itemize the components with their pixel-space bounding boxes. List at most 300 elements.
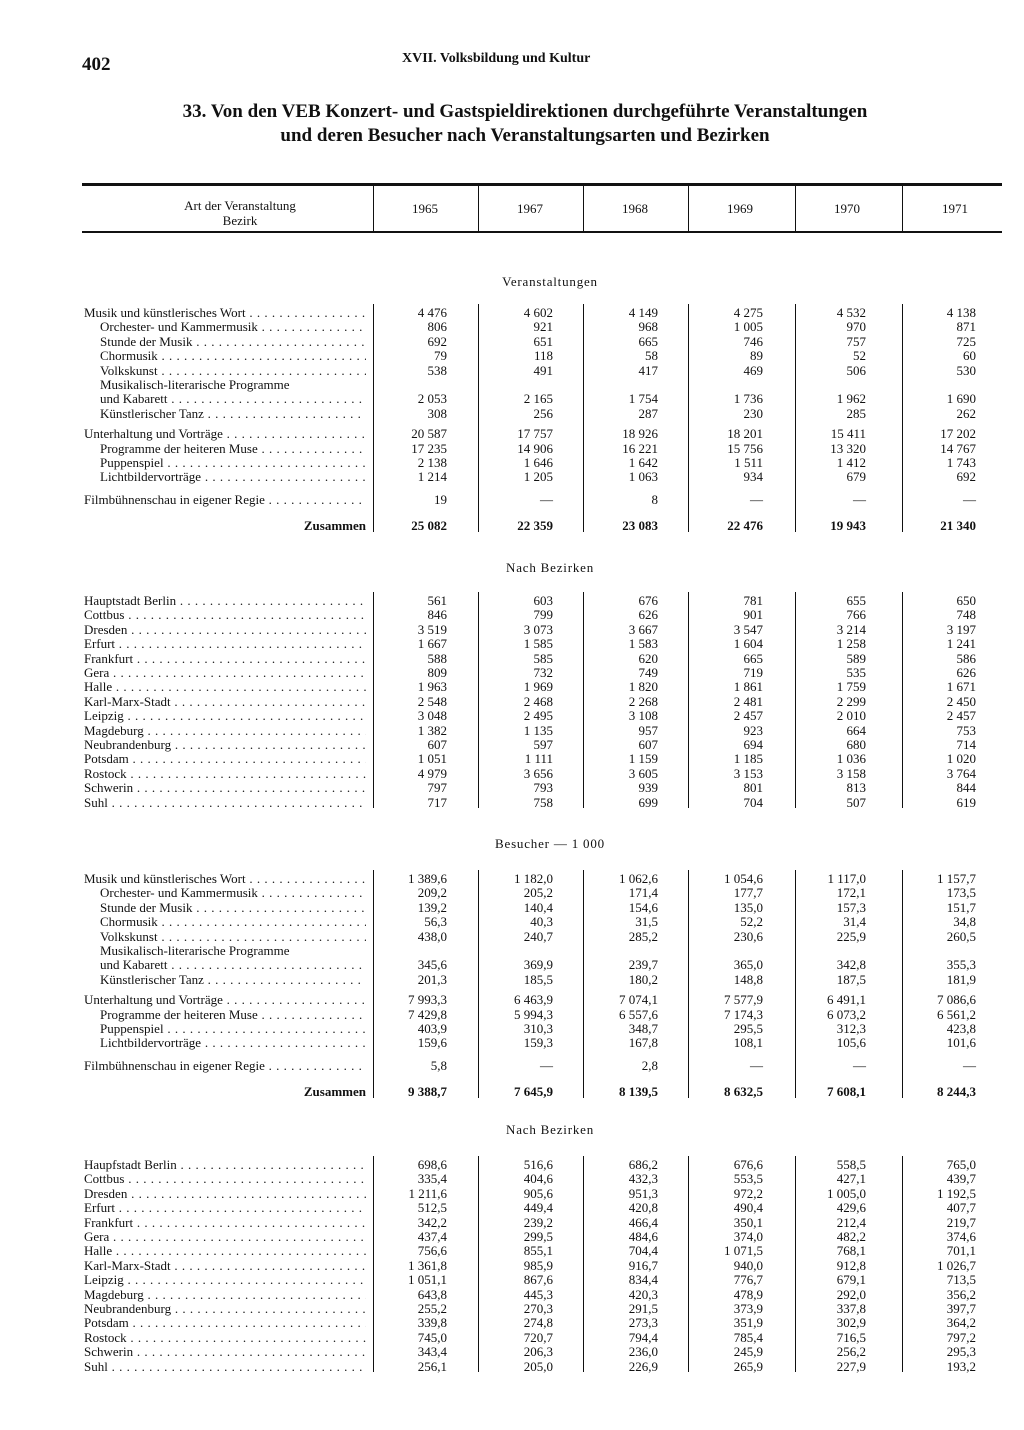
- cell-1965: 56,3: [424, 914, 447, 930]
- cell-1967: 17 757: [517, 426, 553, 442]
- cell-1965: 538: [427, 362, 447, 378]
- cell-1968: 432,3: [628, 1171, 658, 1187]
- cell-1971: 619: [956, 794, 976, 810]
- cell-1969: 7 174,3: [724, 1006, 763, 1022]
- cell-1968: 31,5: [635, 914, 658, 930]
- cell-1971: 423,8: [946, 1021, 976, 1036]
- cell-1968: 8 139,5: [619, 1084, 658, 1100]
- cell-1970: 1 036: [836, 751, 866, 767]
- cell-1967: —: [540, 1057, 553, 1073]
- cell-1967: 274,8: [523, 1315, 553, 1331]
- cell-1965: 692: [427, 333, 447, 349]
- cell-1970: —: [853, 1057, 866, 1073]
- cell-1969: 676,6: [733, 1157, 763, 1172]
- cell-1969: 1 071,5: [724, 1243, 763, 1259]
- table-row: [0, 1036, 1024, 1050]
- cell-1965: 342,2: [417, 1214, 447, 1230]
- cell-1967: 2 468: [523, 693, 553, 709]
- row-label: Potsdam . . .: [84, 752, 366, 766]
- cell-1969: 18 201: [727, 426, 763, 442]
- cell-1967: 720,7: [523, 1329, 553, 1345]
- cell-1968: 7 074,1: [619, 992, 658, 1008]
- row-label: Halle . . .: [84, 1244, 366, 1258]
- section-heading: Besucher — 1 000: [495, 836, 605, 851]
- row-label: Karl-Marx-Stadt . . .: [84, 1259, 366, 1273]
- table-row: [0, 872, 1024, 886]
- table-row: [0, 335, 1024, 349]
- cell-1969: 52,2: [740, 914, 763, 930]
- cell-1969: 15 756: [727, 440, 763, 456]
- cell-1971: 1 026,7: [937, 1257, 976, 1273]
- cell-1969: 245,9: [733, 1344, 763, 1360]
- table-row: [0, 442, 1024, 456]
- cell-1967: 310,3: [523, 1021, 553, 1036]
- cell-1969: 265,9: [733, 1358, 763, 1374]
- cell-1968: 957: [638, 722, 658, 738]
- table-row: [0, 470, 1024, 484]
- cell-1970: 6 073,2: [827, 1006, 866, 1022]
- cell-1965: 7 429,8: [408, 1006, 447, 1022]
- cell-1970: 1 759: [836, 679, 866, 695]
- cell-1968: 466,4: [628, 1214, 658, 1230]
- table-row: [0, 306, 1024, 320]
- cell-1967: 270,3: [523, 1301, 553, 1316]
- cell-1965: 512,5: [417, 1200, 447, 1216]
- year-header-1965: 1965: [412, 201, 438, 216]
- table-row: [0, 637, 1024, 651]
- cell-1965: 643,8: [417, 1286, 447, 1302]
- row-label: Potsdam . . .: [84, 1316, 366, 1330]
- cell-1969: 469: [743, 362, 763, 378]
- table-row: [0, 781, 1024, 795]
- cell-1968: 1 583: [628, 636, 658, 652]
- cell-1969: 230: [743, 405, 763, 421]
- cell-1968: 968: [638, 319, 658, 335]
- cell-1971: 262: [956, 405, 976, 421]
- table-row: [0, 493, 1024, 507]
- cell-1970: 285: [846, 405, 866, 421]
- cell-1970: 187,5: [836, 971, 866, 987]
- cell-1968: 287: [638, 405, 658, 421]
- cell-1971: 355,3: [946, 957, 976, 973]
- column-separator: [902, 1156, 903, 1372]
- cell-1971: 586: [956, 650, 976, 666]
- cell-1967: 6 463,9: [514, 992, 553, 1008]
- cell-1970: 429,6: [836, 1200, 866, 1216]
- cell-1969: 22 476: [727, 518, 763, 534]
- column-separator: [478, 186, 479, 231]
- row-label: Neubrandenburg . . .: [84, 1302, 366, 1316]
- row-label: und Kabarett . . .: [100, 392, 366, 406]
- cell-1970: 680: [846, 737, 866, 752]
- cell-1971: 1 020: [946, 751, 976, 767]
- row-label: Hauptstadt Berlin . . .: [84, 594, 366, 608]
- cell-1968: 794,4: [628, 1329, 658, 1345]
- cell-1965: 335,4: [417, 1171, 447, 1187]
- table-row: [0, 364, 1024, 378]
- table-row: [0, 1201, 1024, 1215]
- cell-1965: 809: [427, 665, 447, 680]
- row-label: Stunde der Musik . . .: [100, 901, 366, 915]
- cell-1969: 177,7: [733, 885, 763, 901]
- table-row: [0, 1059, 1024, 1073]
- row-label: Chormusik . . .: [100, 349, 366, 363]
- cell-1970: 13 320: [830, 440, 866, 456]
- year-header-1968: 1968: [622, 201, 648, 216]
- cell-1970: 813: [846, 780, 866, 796]
- cell-1971: 1 671: [946, 679, 976, 695]
- cell-1967: 2 495: [523, 708, 553, 724]
- cell-1969: 1 736: [733, 391, 763, 407]
- row-label: Filmbühnenschau in eigener Regie . . .: [84, 1059, 366, 1073]
- column-separator: [902, 186, 903, 231]
- cell-1967: 299,5: [523, 1229, 553, 1244]
- cell-1968: 171,4: [628, 885, 658, 901]
- year-header-1971: 1971: [942, 201, 968, 216]
- cell-1971: 701,1: [946, 1243, 976, 1259]
- section-heading: Nach Bezirken: [506, 1122, 594, 1137]
- column-separator: [373, 592, 374, 808]
- cell-1967: 256: [533, 405, 553, 421]
- table-row: [0, 738, 1024, 752]
- row-label: Gera . . .: [84, 666, 366, 680]
- table-row: [0, 456, 1024, 470]
- cell-1968: 665: [638, 333, 658, 349]
- table-row: [0, 752, 1024, 766]
- table-row: [0, 958, 1024, 972]
- cell-1968: 6 557,6: [619, 1006, 658, 1022]
- cell-1968: 291,5: [628, 1301, 658, 1316]
- row-label: Zusammen: [303, 519, 366, 534]
- cell-1970: 2 299: [836, 693, 866, 709]
- row-label: Erfurt . . .: [84, 637, 366, 651]
- table-row: [0, 767, 1024, 781]
- cell-1971: 397,7: [946, 1301, 976, 1316]
- table-row: [0, 724, 1024, 738]
- cell-1965: 7 993,3: [408, 992, 447, 1008]
- cell-1967: 3 656: [523, 765, 553, 781]
- cell-1971: 60: [963, 348, 976, 364]
- table-row: [0, 1022, 1024, 1036]
- cell-1969: 940,0: [733, 1257, 763, 1273]
- cell-1968: 676: [638, 593, 658, 608]
- cell-1967: 1 111: [524, 751, 553, 767]
- cell-1965: 308: [427, 405, 447, 421]
- cell-1967: 205,2: [523, 885, 553, 901]
- row-label: Suhl . . .: [84, 796, 366, 810]
- cell-1967: 140,4: [523, 899, 553, 915]
- cell-1969: 2 457: [733, 708, 763, 724]
- cell-1971: 101,6: [946, 1035, 976, 1051]
- cell-1969: 901: [743, 607, 763, 623]
- cell-1968: 3 667: [628, 621, 658, 637]
- column-separator: [688, 1156, 689, 1372]
- cell-1968: 23 083: [622, 518, 658, 534]
- row-label: Neubrandenburg . . .: [84, 738, 366, 752]
- cell-1967: 799: [533, 607, 553, 623]
- table-row: [0, 320, 1024, 334]
- cell-1969: 8 632,5: [724, 1084, 763, 1100]
- cell-1969: 3 153: [733, 765, 763, 781]
- cell-1968: 951,3: [628, 1185, 658, 1201]
- cell-1969: 89: [750, 348, 763, 364]
- cell-1970: 679,1: [836, 1272, 866, 1288]
- cell-1969: 135,0: [733, 899, 763, 915]
- row-label: Rostock . . .: [84, 767, 366, 781]
- cell-1969: 972,2: [733, 1185, 763, 1201]
- cell-1968: 285,2: [628, 928, 658, 944]
- cell-1970: 679: [846, 469, 866, 485]
- year-header-1970: 1970: [834, 201, 860, 216]
- cell-1969: 785,4: [733, 1329, 763, 1345]
- cell-1968: 273,3: [628, 1315, 658, 1331]
- cell-1968: 8: [651, 491, 658, 507]
- cell-1970: 6 491,1: [827, 992, 866, 1008]
- cell-1967: 585: [533, 650, 553, 666]
- cell-1965: 698,6: [417, 1157, 447, 1172]
- row-label: Musikalisch-literarische Programme: [100, 944, 290, 958]
- cell-1970: 212,4: [836, 1214, 866, 1230]
- cell-1965: 9 388,7: [408, 1084, 447, 1100]
- cell-1971: 844: [956, 780, 976, 796]
- cell-1970: 256,2: [836, 1344, 866, 1360]
- cell-1971: 3 197: [946, 621, 976, 637]
- section-heading: Nach Bezirken: [506, 560, 594, 575]
- cell-1971: 626: [956, 665, 976, 680]
- cell-1970: 664: [846, 722, 866, 738]
- cell-1965: 797: [427, 780, 447, 796]
- stub-header: [120, 198, 360, 228]
- column-separator: [795, 304, 796, 532]
- cell-1967: 597: [533, 737, 553, 752]
- row-label: Schwerin . . .: [84, 1345, 366, 1359]
- column-separator: [688, 186, 689, 231]
- cell-1967: 239,2: [523, 1214, 553, 1230]
- row-label: Leipzig . . .: [84, 709, 366, 723]
- cell-1969: 351,9: [733, 1315, 763, 1331]
- table-row: [0, 993, 1024, 1007]
- cell-1967: 206,3: [523, 1344, 553, 1360]
- row-label: Orchester- und Kammermusik . . .: [100, 320, 366, 334]
- column-separator: [478, 592, 479, 808]
- column-separator: [795, 870, 796, 1098]
- row-label: Leipzig . . .: [84, 1273, 366, 1287]
- cell-1971: 173,5: [946, 885, 976, 901]
- table-row: [0, 378, 1024, 392]
- cell-1967: 2 165: [523, 391, 553, 407]
- cell-1967: 905,6: [523, 1185, 553, 1201]
- cell-1968: 749: [638, 665, 658, 680]
- row-label: Dresden . . .: [84, 623, 366, 637]
- cell-1970: 7 608,1: [827, 1084, 866, 1100]
- cell-1970: 225,9: [836, 928, 866, 944]
- cell-1969: 553,5: [733, 1171, 763, 1187]
- cell-1965: 2 548: [417, 693, 447, 709]
- cell-1965: 20 587: [411, 426, 447, 442]
- cell-1971: 364,2: [946, 1315, 976, 1331]
- cell-1971: 1 743: [946, 455, 976, 470]
- cell-1967: 1 969: [523, 679, 553, 695]
- table-row: [0, 1302, 1024, 1316]
- cell-1965: 438,0: [417, 928, 447, 944]
- cell-1968: 2 268: [628, 693, 658, 709]
- cell-1965: 139,2: [417, 899, 447, 915]
- cell-1968: 348,7: [628, 1021, 658, 1036]
- cell-1970: 2 010: [836, 708, 866, 724]
- cell-1971: 7 086,6: [937, 992, 976, 1008]
- row-label: Musik und künstlerisches Wort . . .: [84, 872, 366, 886]
- cell-1968: 420,3: [628, 1286, 658, 1302]
- cell-1971: 765,0: [946, 1157, 976, 1172]
- table-row: [0, 1316, 1024, 1330]
- column-separator: [902, 870, 903, 1098]
- cell-1970: 655: [846, 593, 866, 608]
- cell-1968: 239,7: [628, 957, 658, 973]
- cell-1965: 3 519: [417, 621, 447, 637]
- cell-1965: 4 979: [417, 765, 447, 781]
- row-label: Suhl . . .: [84, 1360, 366, 1374]
- page-number: 402: [82, 54, 111, 75]
- cell-1970: 292,0: [836, 1286, 866, 1302]
- table-row: [0, 1244, 1024, 1258]
- cell-1965: 159,6: [417, 1035, 447, 1051]
- cell-1967: 867,6: [523, 1272, 553, 1288]
- cell-1971: 260,5: [946, 928, 976, 944]
- column-separator: [583, 186, 584, 231]
- cell-1969: 365,0: [733, 957, 763, 973]
- cell-1969: 1 005: [733, 319, 763, 335]
- cell-1968: 1 754: [628, 391, 658, 407]
- table-title-line-2: und deren Besucher nach Veranstaltungsarten und Bezirken: [280, 125, 770, 146]
- cell-1970: 507: [846, 794, 866, 810]
- cell-1970: 337,8: [836, 1301, 866, 1316]
- cell-1970: 19 943: [830, 518, 866, 534]
- cell-1967: 1 205: [523, 469, 553, 485]
- cell-1968: 16 221: [622, 440, 658, 456]
- cell-1971: 17 202: [940, 426, 976, 442]
- cell-1968: 180,2: [628, 971, 658, 987]
- cell-1969: 3 547: [733, 621, 763, 637]
- row-label: Zusammen: [303, 1085, 366, 1100]
- cell-1969: 1 054,6: [724, 871, 763, 886]
- cell-1970: 1 005,0: [827, 1185, 866, 1201]
- total-row: [0, 519, 1024, 533]
- row-label: Filmbühnenschau in eigener Regie . . .: [84, 493, 366, 507]
- cell-1971: 151,7: [946, 899, 976, 915]
- table-row: [0, 1216, 1024, 1230]
- cell-1969: 923: [743, 722, 763, 738]
- running-head: XVII. Volksbildung und Kultur: [402, 51, 591, 66]
- cell-1967: 449,4: [523, 1200, 553, 1216]
- cell-1965: 588: [427, 650, 447, 666]
- column-separator: [583, 304, 584, 532]
- cell-1970: —: [853, 491, 866, 507]
- cell-1971: 3 764: [946, 765, 976, 781]
- cell-1970: 970: [846, 319, 866, 335]
- cell-1969: 148,8: [733, 971, 763, 987]
- row-label: Orchester- und Kammermusik . . .: [100, 886, 366, 900]
- cell-1971: 193,2: [946, 1358, 976, 1374]
- stub-header-line-1: Art der Veranstaltung: [184, 198, 296, 213]
- cell-1968: 18 926: [622, 426, 658, 442]
- cell-1968: 3 108: [628, 708, 658, 724]
- cell-1968: 226,9: [628, 1358, 658, 1374]
- cell-1971: 6 561,2: [937, 1006, 976, 1022]
- cell-1967: 1 182,0: [514, 871, 553, 886]
- cell-1965: 4 476: [417, 305, 447, 320]
- cell-1970: 302,9: [836, 1315, 866, 1331]
- cell-1969: 4 275: [733, 305, 763, 320]
- cell-1967: 921: [533, 319, 553, 335]
- row-label: Künstlerischer Tanz . . .: [100, 973, 366, 987]
- table-row: [0, 1345, 1024, 1359]
- cell-1967: 651: [533, 333, 553, 349]
- row-label: Unterhaltung und Vorträge . . .: [84, 427, 366, 441]
- cell-1967: 40,3: [530, 914, 553, 930]
- cell-1968: 1 063: [628, 469, 658, 485]
- cell-1971: 2 457: [946, 708, 976, 724]
- cell-1969: 1 604: [733, 636, 763, 652]
- table-row: [0, 944, 1024, 958]
- row-label: Unterhaltung und Vorträge . . .: [84, 993, 366, 1007]
- cell-1969: 373,9: [733, 1301, 763, 1316]
- cell-1971: 1 157,7: [937, 871, 976, 886]
- cell-1969: 490,4: [733, 1200, 763, 1216]
- cell-1970: 768,1: [836, 1243, 866, 1259]
- cell-1970: 482,2: [836, 1229, 866, 1244]
- column-separator: [688, 304, 689, 532]
- cell-1968: 58: [645, 348, 658, 364]
- cell-1968: 1 159: [628, 751, 658, 767]
- row-label: Puppenspiel . . .: [100, 456, 366, 470]
- cell-1965: 806: [427, 319, 447, 335]
- cell-1965: 1 051: [417, 751, 447, 767]
- cell-1967: 22 359: [517, 518, 553, 534]
- cell-1967: 205,0: [523, 1358, 553, 1374]
- cell-1968: 484,6: [628, 1229, 658, 1244]
- cell-1968: 236,0: [628, 1344, 658, 1360]
- row-label: Karl-Marx-Stadt . . .: [84, 695, 366, 709]
- cell-1971: 725: [956, 333, 976, 349]
- cell-1971: 374,6: [946, 1229, 976, 1244]
- row-label: Künstlerischer Tanz . . .: [100, 407, 366, 421]
- cell-1969: 694: [743, 737, 763, 752]
- table-row: [0, 594, 1024, 608]
- column-separator: [902, 304, 903, 532]
- cell-1968: 916,7: [628, 1257, 658, 1273]
- cell-1970: 342,8: [836, 957, 866, 973]
- cell-1970: 427,1: [836, 1171, 866, 1187]
- row-label: Puppenspiel . . .: [100, 1022, 366, 1036]
- table-row: [0, 930, 1024, 944]
- section-heading: Veranstaltungen: [502, 274, 598, 289]
- cell-1969: 934: [743, 469, 763, 485]
- row-label: Haupfstadt Berlin . . .: [84, 1158, 366, 1172]
- column-separator: [373, 304, 374, 532]
- cell-1967: 5 994,3: [514, 1006, 553, 1022]
- cell-1970: 4 532: [836, 305, 866, 320]
- cell-1970: 3 214: [836, 621, 866, 637]
- row-label: Stunde der Musik . . .: [100, 335, 366, 349]
- column-separator: [583, 1156, 584, 1372]
- cell-1969: 350,1: [733, 1214, 763, 1230]
- table-row: [0, 680, 1024, 694]
- cell-1971: 713,5: [946, 1272, 976, 1288]
- cell-1970: 716,5: [836, 1329, 866, 1345]
- cell-1965: 19: [434, 491, 447, 507]
- cell-1970: 589: [846, 650, 866, 666]
- row-label: Schwerin . . .: [84, 781, 366, 795]
